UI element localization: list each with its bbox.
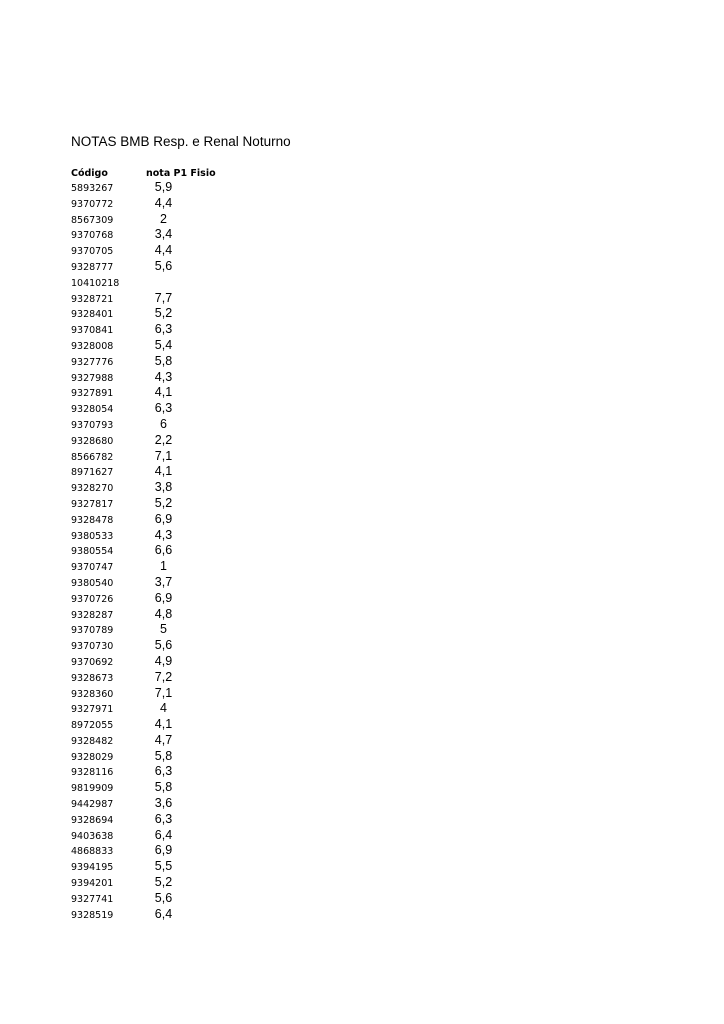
- student-grade: 4,4: [154, 195, 173, 210]
- student-code: 9327776: [71, 356, 114, 368]
- table-row: [71, 197, 271, 213]
- student-code: 9370705: [71, 246, 114, 258]
- table-row: [71, 260, 271, 276]
- student-code: 9328029: [71, 751, 114, 763]
- student-code: 9394195: [71, 862, 114, 874]
- table-row: [71, 323, 271, 339]
- student-grade: 6,9: [154, 843, 173, 858]
- table-row: [71, 844, 271, 860]
- student-code: 9328270: [71, 483, 114, 495]
- student-code: 5893267: [71, 183, 114, 194]
- table-row: [71, 655, 271, 671]
- student-grade: 4,3: [154, 369, 173, 384]
- student-grade: 7,7: [154, 290, 173, 305]
- student-grade: 5,2: [154, 306, 173, 321]
- student-code: 9403638: [71, 830, 114, 842]
- student-grade: 5,8: [154, 748, 173, 763]
- student-grade: 4,1: [154, 385, 173, 400]
- table-row: [71, 276, 271, 292]
- student-code: 9327971: [71, 704, 114, 716]
- table-row: [71, 860, 271, 876]
- student-grade: 5,9: [154, 180, 173, 194]
- table-row: [71, 734, 271, 750]
- student-code: 9370768: [71, 230, 114, 242]
- student-code: 9394201: [71, 878, 114, 890]
- student-grade: 6: [160, 416, 167, 431]
- student-code: 9328008: [71, 340, 114, 352]
- student-grade: 2,2: [154, 432, 173, 447]
- student-grade: 2: [160, 211, 167, 226]
- table-row: [71, 765, 271, 781]
- table-row: [71, 908, 271, 924]
- table-row: [71, 450, 271, 466]
- table-row: [71, 228, 271, 244]
- student-grade: 6,6: [154, 543, 173, 558]
- student-code: 9328287: [71, 609, 114, 621]
- student-code: 9328478: [71, 514, 114, 526]
- student-grade: 5,8: [154, 780, 173, 795]
- student-code: 9328360: [71, 688, 114, 700]
- student-code: 9328777: [71, 261, 114, 273]
- student-grade: 6,3: [154, 811, 173, 826]
- student-code: 9370692: [71, 656, 114, 668]
- student-code: 9370730: [71, 641, 114, 653]
- table-row: [71, 750, 271, 766]
- student-code: 9328054: [71, 404, 114, 416]
- student-code: 9327891: [71, 388, 114, 400]
- student-grade: 5,6: [154, 258, 173, 273]
- table-row: [71, 465, 271, 481]
- student-grade: 6,9: [154, 590, 173, 605]
- student-grade: 4,9: [154, 653, 173, 668]
- student-code: 4868833: [71, 846, 114, 858]
- student-grade: 7,1: [154, 685, 173, 700]
- table-row: [71, 592, 271, 608]
- student-grade: 5,8: [154, 353, 173, 368]
- student-grade: 4,4: [154, 243, 173, 258]
- student-code: 9380533: [71, 530, 114, 542]
- table-row: [71, 687, 271, 703]
- student-code: 8566782: [71, 451, 114, 463]
- student-code: 9442987: [71, 799, 114, 811]
- student-grade: 3,4: [154, 227, 173, 242]
- student-code: 9819909: [71, 783, 114, 795]
- table-row: [71, 244, 271, 260]
- student-code: 9327817: [71, 498, 114, 510]
- student-grade: 4,1: [154, 464, 173, 479]
- student-grade: 5,4: [154, 337, 173, 352]
- student-grade: 4,1: [154, 717, 173, 732]
- student-code: 9328401: [71, 309, 114, 321]
- student-code: 9370726: [71, 593, 114, 605]
- student-grade: 5: [160, 622, 167, 637]
- student-code: 10410218: [71, 277, 120, 289]
- column-header-code: Código: [71, 168, 108, 179]
- table-row: [71, 307, 271, 323]
- student-code: 9328116: [71, 767, 114, 779]
- table-row: [71, 639, 271, 655]
- student-grade: 3,8: [154, 480, 173, 495]
- student-grade: 6,4: [154, 906, 173, 921]
- student-code: 9370772: [71, 198, 114, 210]
- table-row: [71, 292, 271, 308]
- table-row: [71, 386, 271, 402]
- table-row: [71, 608, 271, 624]
- table-row: [71, 671, 271, 687]
- table-row: [71, 544, 271, 560]
- student-grade: 6,3: [154, 401, 173, 416]
- student-grade: 1: [160, 559, 167, 574]
- student-code: 9328673: [71, 672, 114, 684]
- table-row: [71, 797, 271, 813]
- table-row: [71, 576, 271, 592]
- student-code: 9327741: [71, 893, 114, 905]
- student-code: 9370793: [71, 419, 114, 431]
- table-row: [71, 402, 271, 418]
- student-grade: 5,6: [154, 638, 173, 653]
- table-row: [71, 434, 271, 450]
- table-row: [71, 829, 271, 845]
- table-row: [71, 560, 271, 576]
- student-code: 8971627: [71, 467, 114, 479]
- student-grade: 5,2: [154, 875, 173, 890]
- student-grade: 7,2: [154, 669, 173, 684]
- student-grade: 4,8: [154, 606, 173, 621]
- table-row: [71, 355, 271, 371]
- student-code: 8567309: [71, 214, 114, 226]
- table-row: [71, 623, 271, 639]
- student-code: 9327988: [71, 372, 114, 384]
- table-row: [71, 371, 271, 387]
- table-row: [71, 513, 271, 529]
- table-row: [71, 418, 271, 434]
- student-grade: 6,9: [154, 511, 173, 526]
- student-grade: 4,7: [154, 732, 173, 747]
- student-grade: 6,3: [154, 764, 173, 779]
- student-grade: 3,7: [154, 574, 173, 589]
- student-code: 9380540: [71, 577, 114, 589]
- student-code: 9328721: [71, 293, 114, 305]
- table-row: [71, 181, 271, 197]
- table-row: [71, 497, 271, 513]
- student-grade: 4,3: [154, 527, 173, 542]
- student-code: 9370841: [71, 325, 114, 337]
- table-row: [71, 892, 271, 908]
- student-code: 9328680: [71, 435, 114, 447]
- table-row: [71, 718, 271, 734]
- student-grade: 4: [160, 701, 167, 716]
- table-row: [71, 781, 271, 797]
- grades-table: [71, 181, 271, 923]
- student-code: 9370789: [71, 625, 114, 637]
- student-code: 9328519: [71, 909, 114, 921]
- table-row: [71, 339, 271, 355]
- student-grade: 5,2: [154, 495, 173, 510]
- table-row: [71, 876, 271, 892]
- student-code: 9380554: [71, 546, 114, 558]
- table-row: [71, 213, 271, 229]
- table-row: [71, 529, 271, 545]
- student-grade: 5,6: [154, 890, 173, 905]
- student-grade: 5,5: [154, 859, 173, 874]
- student-code: 8972055: [71, 720, 114, 732]
- student-grade: 6,3: [154, 322, 173, 337]
- column-header-grade: nota P1 Fisio: [146, 168, 216, 179]
- student-grade: 6,4: [154, 827, 173, 842]
- table-row: [71, 702, 271, 718]
- student-code: 9328482: [71, 735, 114, 747]
- document-title: NOTAS BMB Resp. e Renal Noturno: [71, 134, 291, 149]
- table-row: [71, 813, 271, 829]
- student-code: 9370747: [71, 562, 114, 574]
- student-grade: 7,1: [154, 448, 173, 463]
- student-grade: 3,6: [154, 796, 173, 811]
- table-row: [71, 481, 271, 497]
- student-code: 9328694: [71, 814, 114, 826]
